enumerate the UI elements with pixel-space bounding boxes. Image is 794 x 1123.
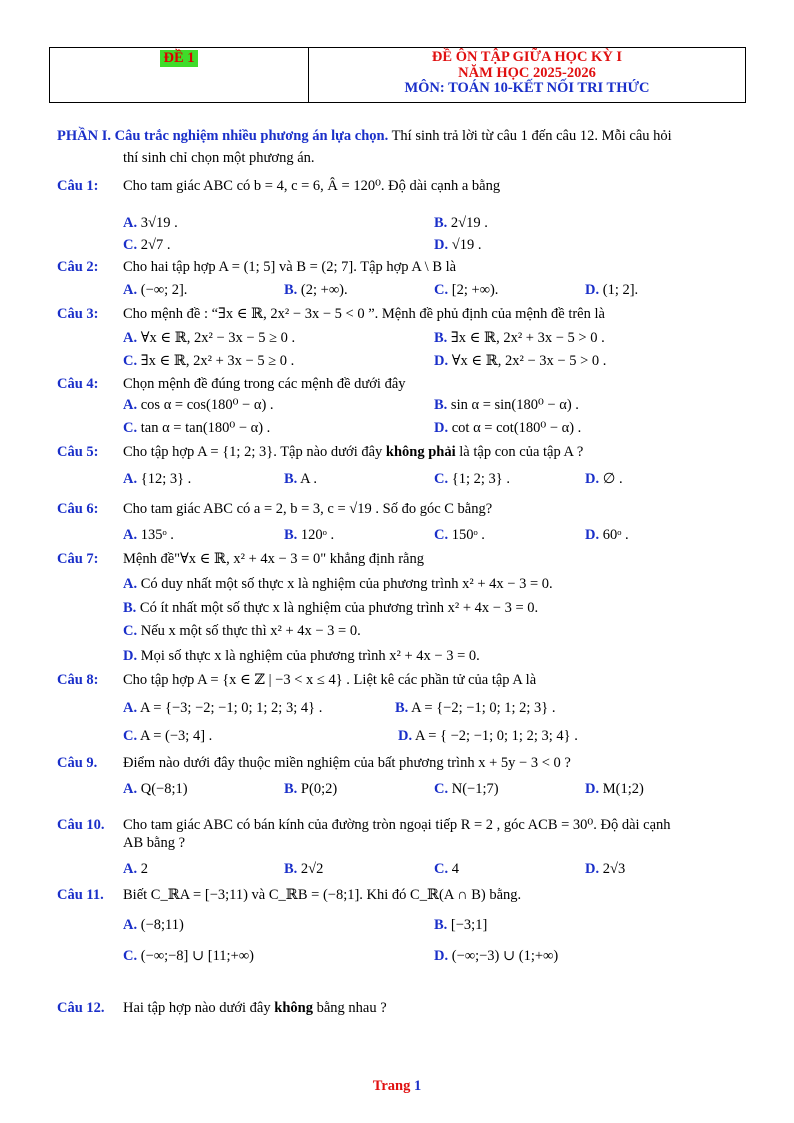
- page-number: 1: [413, 1078, 422, 1094]
- option-b: B. A = {−2; −1; 0; 1; 2; 3} .: [395, 700, 556, 716]
- option-b: B. 2√2: [284, 861, 324, 877]
- option-c: C. tan α = tan(180⁰ − α) .: [123, 420, 271, 436]
- question-text: Mệnh đề"∀x ∈ ℝ, x² + 4x − 3 = 0" khẳng định rằng: [123, 551, 424, 567]
- option-b: B. A .: [284, 471, 318, 487]
- question-number: Câu 11.: [57, 887, 104, 903]
- option-b: B. [−3;1]: [434, 917, 488, 933]
- option-d: D. cot α = cot(180⁰ − α) .: [434, 420, 582, 436]
- option-c: C. N(−1;7): [434, 781, 499, 797]
- option-c: C. {1; 2; 3} .: [434, 471, 510, 487]
- question-text: Chọn mệnh đề đúng trong các mệnh đề dưới đây: [123, 376, 406, 392]
- question-number: Câu 9.: [57, 755, 98, 771]
- option-a: A. 135ᵒ .: [123, 527, 174, 543]
- question-text: Cho mệnh đề : “∃x ∈ ℝ, 2x² − 3x − 5 < 0 ”. Mệnh đề phủ định của mệnh đề trên là: [123, 306, 605, 322]
- question-text: Cho tam giác ABC có a = 2, b = 3, c = √19 . Số đo góc C bằng?: [123, 501, 493, 517]
- option-d: D. (−∞;−3) ∪ (1;+∞): [434, 948, 559, 964]
- option-d: D. M(1;2): [585, 781, 644, 797]
- header-right-cell: [309, 48, 745, 102]
- option-d: D. 2√3: [585, 861, 626, 877]
- option-a: A. (−∞; 2].: [123, 282, 188, 298]
- question-number: Câu 3:: [57, 306, 99, 322]
- option-a: A. 3√19 .: [123, 215, 178, 231]
- option-a: A. Có duy nhất một số thực x là nghiệm của phương trình x² + 4x − 3 = 0.: [123, 576, 553, 592]
- option-c: C. ∃x ∈ ℝ, 2x² + 3x − 5 ≥ 0 .: [123, 353, 295, 369]
- exam-code-badge: ĐỀ 1: [160, 50, 197, 67]
- option-b: B. sin α = sin(180⁰ − α) .: [434, 397, 579, 413]
- page-label: Trang: [372, 1078, 414, 1094]
- option-b: B. P(0;2): [284, 781, 338, 797]
- question-number: Câu 7:: [57, 551, 99, 567]
- question-text: Biết C_ℝA = [−3;11) và C_ℝB = (−8;1]. Khi đó C_ℝ(A ∩ B) bằng.: [123, 887, 522, 903]
- option-a: A. cos α = cos(180⁰ − α) .: [123, 397, 274, 413]
- option-a: A. 2: [123, 861, 148, 877]
- option-c: C. 150ᵒ .: [434, 527, 485, 543]
- question-text: Hai tập hợp nào dưới đây không bằng nhau ?: [123, 1000, 387, 1016]
- option-d: D. 60ᵒ .: [585, 527, 629, 543]
- option-d: D. (1; 2].: [585, 282, 639, 298]
- header-left-cell: [50, 48, 309, 102]
- question-text: Cho hai tập hợp A = (1; 5] và B = (2; 7]. Tập hợp A \ B là: [123, 259, 457, 275]
- option-c: C. A = (−3; 4] .: [123, 728, 213, 744]
- option-c: C. (−∞;−8] ∪ [11;+∞): [123, 948, 254, 964]
- option-c: C. 4: [434, 861, 459, 877]
- question-number: Câu 12.: [57, 1000, 105, 1016]
- option-a: A. Q(−8;1): [123, 781, 188, 797]
- option-a: A. {12; 3} .: [123, 471, 192, 487]
- header-table: [49, 47, 746, 103]
- option-a: A. (−8;11): [123, 917, 184, 933]
- exam-title: ĐỀ ÔN TẬP GIỮA HỌC KỲ I: [431, 49, 623, 65]
- option-b: B. Có ít nhất một số thực x là nghiệm của phương trình x² + 4x − 3 = 0.: [123, 600, 539, 616]
- option-d: D. ∀x ∈ ℝ, 2x² − 3x − 5 > 0 .: [434, 353, 607, 369]
- option-c: C. [2; +∞).: [434, 282, 499, 298]
- question-number: Câu 1:: [57, 178, 99, 194]
- question-number: Câu 5:: [57, 444, 99, 460]
- question-text: Cho tam giác ABC có bán kính của đường tròn ngoại tiếp R = 2 , góc ACB = 30⁰. Độ dài cạnh: [123, 817, 671, 833]
- option-d: D. ∅ .: [585, 471, 623, 487]
- question-number: Câu 10.: [57, 817, 105, 833]
- option-c: C. 2√7 .: [123, 237, 171, 253]
- option-a: A. A = {−3; −2; −1; 0; 1; 2; 3; 4} .: [123, 700, 323, 716]
- question-number: Câu 8:: [57, 672, 99, 688]
- page-footer: [0, 1078, 794, 1095]
- question-text-line2: AB bằng ?: [123, 835, 186, 851]
- question-text: Cho tập hợp A = {x ∈ ℤ | −3 < x ≤ 4} . Liệt kê các phần tử của tập A là: [123, 672, 537, 688]
- option-d: D. √19 .: [434, 237, 482, 253]
- part1-text: Thí sinh trả lời từ câu 1 đến câu 12. Mỗi câu hỏi: [388, 128, 672, 144]
- question-number: Câu 6:: [57, 501, 99, 517]
- option-b: B. (2; +∞).: [284, 282, 348, 298]
- question-number: Câu 2:: [57, 259, 99, 275]
- option-a: A. ∀x ∈ ℝ, 2x² − 3x − 5 ≥ 0 .: [123, 330, 296, 346]
- option-b: B. ∃x ∈ ℝ, 2x² + 3x − 5 > 0 .: [434, 330, 605, 346]
- option-b: B. 2√19 .: [434, 215, 488, 231]
- option-d: D. A = { −2; −1; 0; 1; 2; 3; 4} .: [398, 728, 578, 744]
- question-text: Cho tập hợp A = {1; 2; 3}. Tập nào dưới đây không phải là tập con của tập A ?: [123, 444, 584, 460]
- subject-line: MÔN: TOÁN 10-KẾT NỐI TRI THỨC: [404, 80, 650, 96]
- school-year: NĂM HỌC 2025-2026: [458, 64, 596, 81]
- question-text: Cho tam giác ABC có b = 4, c = 6, Â = 120⁰. Độ dài cạnh a bằng: [123, 178, 501, 194]
- question-text: Điểm nào dưới đây thuộc miền nghiệm của bất phương trình x + 5y − 3 < 0 ?: [123, 755, 571, 771]
- option-d: D. Mọi số thực x là nghiệm của phương trình x² + 4x − 3 = 0.: [123, 648, 480, 664]
- part1-instructions: [57, 128, 672, 145]
- part1-title: PHẦN I. Câu trắc nghiệm nhiều phương án lựa chọn.: [57, 128, 389, 144]
- question-number: Câu 4:: [57, 376, 99, 392]
- option-b: B. 120ᵒ .: [284, 527, 335, 543]
- option-c: C. Nếu x một số thực thì x² + 4x − 3 = 0.: [123, 623, 361, 639]
- part1-text-line2: thí sinh chỉ chọn một phương án.: [123, 150, 315, 166]
